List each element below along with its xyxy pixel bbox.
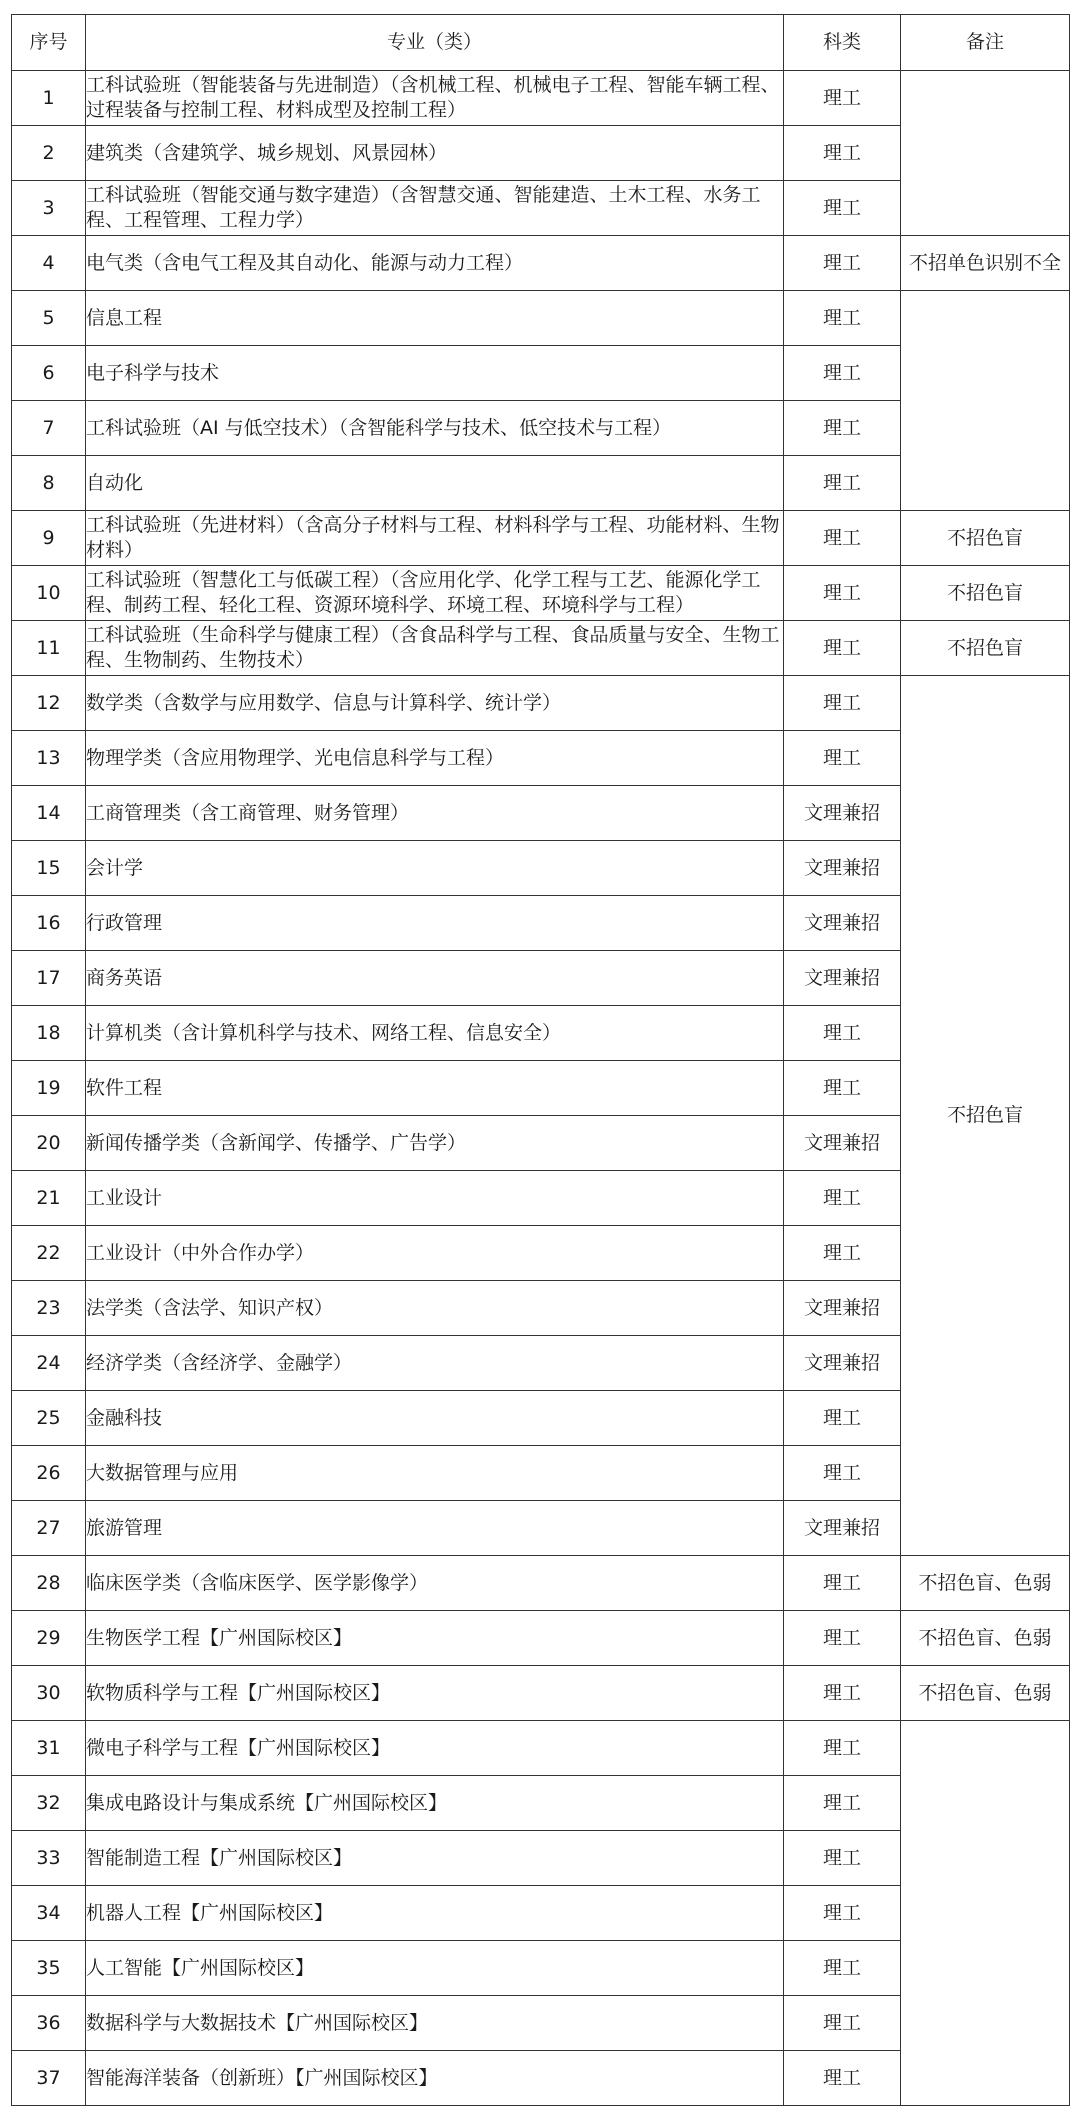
table-row: [12, 621, 1070, 676]
major-name: 大数据管理与应用: [86, 1446, 784, 1501]
row-number: 12: [12, 676, 86, 731]
major-name: 电气类（含电气工程及其自动化、能源与动力工程）: [86, 236, 784, 291]
row-number: 33: [12, 1831, 86, 1886]
major-name: 智能海洋装备（创新班）【广州国际校区】: [86, 2051, 784, 2106]
major-name: 自动化: [86, 456, 784, 511]
table-row: [12, 1721, 1070, 1776]
subject-category: 文理兼招: [784, 1336, 901, 1391]
row-number: 29: [12, 1611, 86, 1666]
table-row: [12, 511, 1070, 566]
row-number: 25: [12, 1391, 86, 1446]
subject-category: 文理兼招: [784, 1501, 901, 1556]
row-number: 6: [12, 346, 86, 401]
subject-category: 理工: [784, 126, 901, 181]
subject-category: 理工: [784, 236, 901, 291]
table-row: [12, 1666, 1070, 1721]
subject-category: 理工: [784, 2051, 901, 2106]
row-number: 36: [12, 1996, 86, 2051]
row-number: 18: [12, 1006, 86, 1061]
row-number: 11: [12, 621, 86, 676]
table-row: [12, 676, 1070, 731]
row-number: 8: [12, 456, 86, 511]
subject-category: 理工: [784, 71, 901, 126]
row-number: 7: [12, 401, 86, 456]
major-name: 会计学: [86, 841, 784, 896]
subject-category: 理工: [784, 1006, 901, 1061]
row-number: 10: [12, 566, 86, 621]
subject-category: 理工: [784, 1611, 901, 1666]
subject-category: 理工: [784, 1831, 901, 1886]
subject-category: 理工: [784, 676, 901, 731]
row-number: 22: [12, 1226, 86, 1281]
major-name: 工科试验班（先进材料）（含高分子材料与工程、材料科学与工程、功能材料、生物材料）: [86, 511, 784, 566]
major-name: 工科试验班（智能装备与先进制造）（含机械工程、机械电子工程、智能车辆工程、过程装备与控制工程、材料成型及控制工程）: [86, 71, 784, 126]
major-name: 计算机类（含计算机科学与技术、网络工程、信息安全）: [86, 1006, 784, 1061]
subject-category: 理工: [784, 346, 901, 401]
header-major: 专业（类）: [86, 15, 784, 71]
subject-category: 文理兼招: [784, 1281, 901, 1336]
remark-cell: 不招色盲、色弱: [901, 1666, 1070, 1721]
remark-cell: 不招色盲: [901, 566, 1070, 621]
subject-category: 理工: [784, 1556, 901, 1611]
major-name: 软件工程: [86, 1061, 784, 1116]
major-name: 物理学类（含应用物理学、光电信息科学与工程）: [86, 731, 784, 786]
subject-category: 文理兼招: [784, 1116, 901, 1171]
row-number: 28: [12, 1556, 86, 1611]
major-name: 工业设计（中外合作办学）: [86, 1226, 784, 1281]
major-name: 智能制造工程【广州国际校区】: [86, 1831, 784, 1886]
major-name: 工科试验班（智慧化工与低碳工程）（含应用化学、化学工程与工艺、能源化学工程、制药工程、轻化工程、资源环境科学、环境工程、环境科学与工程）: [86, 566, 784, 621]
remark-cell: 不招色盲、色弱: [901, 1611, 1070, 1666]
subject-category: 理工: [784, 1721, 901, 1776]
major-name: 工科试验班（生命科学与健康工程）（含食品科学与工程、食品质量与安全、生物工程、生物制药、生物技术）: [86, 621, 784, 676]
header-category: 科类: [784, 15, 901, 71]
subject-category: 理工: [784, 1776, 901, 1831]
remark-cell: 不招色盲: [901, 676, 1070, 1556]
major-name: 机器人工程【广州国际校区】: [86, 1886, 784, 1941]
subject-category: 理工: [784, 181, 901, 236]
row-number: 14: [12, 786, 86, 841]
major-name: 临床医学类（含临床医学、医学影像学）: [86, 1556, 784, 1611]
major-name: 旅游管理: [86, 1501, 784, 1556]
major-name: 数学类（含数学与应用数学、信息与计算科学、统计学）: [86, 676, 784, 731]
subject-category: 理工: [784, 1666, 901, 1721]
remark-cell: [901, 291, 1070, 511]
subject-category: 理工: [784, 456, 901, 511]
major-name: 工科试验班（智能交通与数字建造）（含智慧交通、智能建造、土木工程、水务工程、工程管理、工程力学）: [86, 181, 784, 236]
row-number: 1: [12, 71, 86, 126]
table-row: [12, 1611, 1070, 1666]
table-row: [12, 71, 1070, 126]
subject-category: 理工: [784, 566, 901, 621]
major-name: 金融科技: [86, 1391, 784, 1446]
subject-category: 理工: [784, 291, 901, 346]
row-number: 35: [12, 1941, 86, 1996]
remark-cell: 不招单色识别不全: [901, 236, 1070, 291]
row-number: 17: [12, 951, 86, 1006]
row-number: 24: [12, 1336, 86, 1391]
table-row: [12, 1556, 1070, 1611]
row-number: 21: [12, 1171, 86, 1226]
row-number: 16: [12, 896, 86, 951]
major-name: 商务英语: [86, 951, 784, 1006]
row-number: 23: [12, 1281, 86, 1336]
remark-cell: [901, 1721, 1070, 2106]
subject-category: 文理兼招: [784, 841, 901, 896]
subject-category: 理工: [784, 1996, 901, 2051]
row-number: 37: [12, 2051, 86, 2106]
subject-category: 理工: [784, 1226, 901, 1281]
major-name: 法学类（含法学、知识产权）: [86, 1281, 784, 1336]
major-name: 行政管理: [86, 896, 784, 951]
major-name: 集成电路设计与集成系统【广州国际校区】: [86, 1776, 784, 1831]
major-name: 建筑类（含建筑学、城乡规划、风景园林）: [86, 126, 784, 181]
subject-category: 理工: [784, 1061, 901, 1116]
header-note: 备注: [901, 15, 1070, 71]
row-number: 31: [12, 1721, 86, 1776]
row-number: 34: [12, 1886, 86, 1941]
major-name: 电子科学与技术: [86, 346, 784, 401]
major-name: 微电子科学与工程【广州国际校区】: [86, 1721, 784, 1776]
subject-category: 文理兼招: [784, 951, 901, 1006]
row-number: 20: [12, 1116, 86, 1171]
major-name: 数据科学与大数据技术【广州国际校区】: [86, 1996, 784, 2051]
major-name: 人工智能【广州国际校区】: [86, 1941, 784, 1996]
subject-category: 文理兼招: [784, 786, 901, 841]
subject-category: 理工: [784, 1171, 901, 1226]
table-row: [12, 236, 1070, 291]
row-number: 26: [12, 1446, 86, 1501]
row-number: 2: [12, 126, 86, 181]
remark-cell: [901, 71, 1070, 236]
majors-table: [11, 14, 1070, 2106]
subject-category: 理工: [784, 1391, 901, 1446]
subject-category: 理工: [784, 401, 901, 456]
subject-category: 理工: [784, 511, 901, 566]
row-number: 9: [12, 511, 86, 566]
row-number: 27: [12, 1501, 86, 1556]
major-name: 信息工程: [86, 291, 784, 346]
row-number: 15: [12, 841, 86, 896]
major-name: 工商管理类（含工商管理、财务管理）: [86, 786, 784, 841]
row-number: 4: [12, 236, 86, 291]
row-number: 19: [12, 1061, 86, 1116]
header-row: [12, 15, 1070, 71]
major-name: 软物质科学与工程【广州国际校区】: [86, 1666, 784, 1721]
subject-category: 文理兼招: [784, 896, 901, 951]
table-row: [12, 291, 1070, 346]
major-name: 新闻传播学类（含新闻学、传播学、广告学）: [86, 1116, 784, 1171]
subject-category: 理工: [784, 1886, 901, 1941]
row-number: 30: [12, 1666, 86, 1721]
major-name: 经济学类（含经济学、金融学）: [86, 1336, 784, 1391]
subject-category: 理工: [784, 731, 901, 786]
row-number: 13: [12, 731, 86, 786]
row-number: 3: [12, 181, 86, 236]
remark-cell: 不招色盲、色弱: [901, 1556, 1070, 1611]
major-name: 生物医学工程【广州国际校区】: [86, 1611, 784, 1666]
header-no: 序号: [12, 15, 86, 71]
subject-category: 理工: [784, 1941, 901, 1996]
remark-cell: 不招色盲: [901, 511, 1070, 566]
row-number: 5: [12, 291, 86, 346]
remark-cell: 不招色盲: [901, 621, 1070, 676]
row-number: 32: [12, 1776, 86, 1831]
table-row: [12, 566, 1070, 621]
subject-category: 理工: [784, 1446, 901, 1501]
major-name: 工业设计: [86, 1171, 784, 1226]
major-name: 工科试验班（AI 与低空技术）（含智能科学与技术、低空技术与工程）: [86, 401, 784, 456]
subject-category: 理工: [784, 621, 901, 676]
